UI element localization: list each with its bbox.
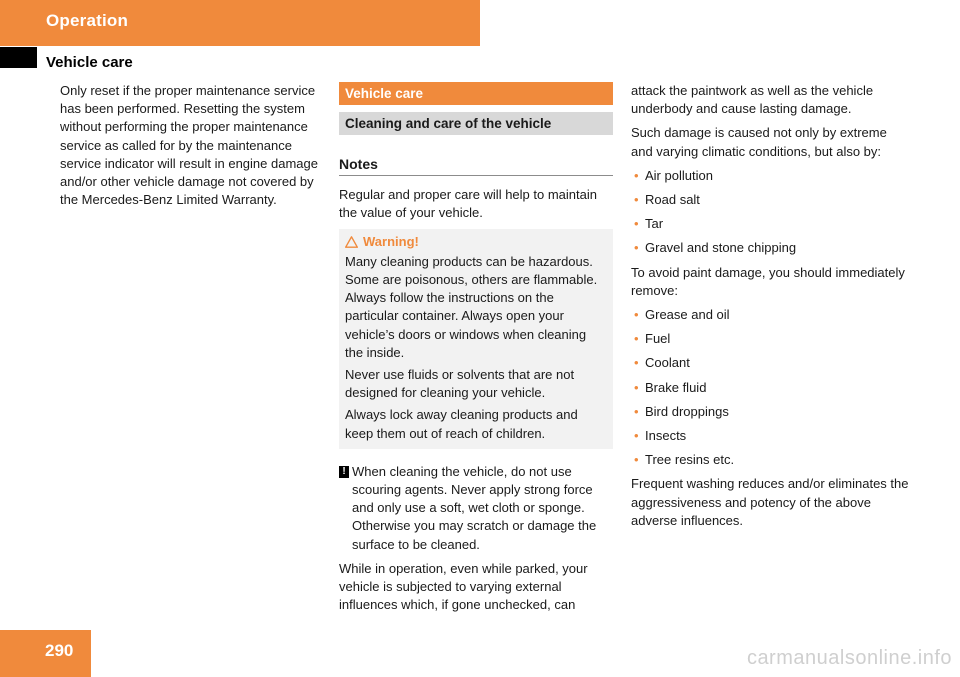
bullet-icon: • [634,403,639,419]
bullet-icon: • [634,240,639,256]
warning-paragraph: Many cleaning products can be hazardous. Some are poisonous, others are flammable. Always follow the instructions on the particular container. Always open your vehicle’s doors or windows when cleaning the inside. [345,253,598,360]
column-middle [339,82,613,620]
list-item: • Coolant [631,354,911,372]
section-bar: Vehicle care [339,82,613,105]
intro-paragraph: Regular and proper care will help to maintain the value of your vehicle. [339,187,597,221]
warning-title [345,233,607,251]
paragraph: attack the paintwork as well as the vehicle underbody and cause lasting damage. [631,83,874,117]
column-left [60,82,325,215]
warning-paragraph: Never use fluids or solvents that are not designed for cleaning your vehicle. [345,367,575,401]
warning-paragraph: Always lock away cleaning products and keep them out of reach of children. [345,407,578,441]
notes-heading: Notes [339,155,613,176]
list-item: • Fuel [631,330,911,348]
section-title: Operation [46,11,129,30]
list-item: • Tree resins etc. [631,451,911,469]
bullet-list [631,167,911,258]
closing-paragraph: While in operation, even while parked, your vehicle is subjected to varying external influences which, if gone unchecked, can [339,560,588,613]
paragraph: To avoid paint damage, you should immediately remove: [631,264,905,298]
paragraph: Such damage is caused not only by extreme and varying climatic conditions, but also by: [631,125,887,159]
list-item: • Bird droppings [631,403,911,421]
list-item: • Gravel and stone chipping [631,239,911,257]
bullet-icon: • [634,452,639,468]
notice-text: When cleaning the vehicle, do not use scouring agents. Never apply strong force and only use a soft, wet cloth or sponge. Otherwise you may scratch or damage the surface to be cleaned. [352,463,597,552]
bullet-icon: • [634,307,639,323]
warning-triangle-icon [345,236,358,248]
paragraph: Only reset if the proper maintenance service has been performed. Resetting the system without performing the proper maintenance service as called for by the maintenance service indicator will result in engine damage and/or other vehicle damage not covered by the Mercedes-Benz Limited Warranty. [60,83,318,208]
list-item: • Grease and oil [631,306,911,324]
list-item: • Air pollution [631,167,911,185]
subsection-bar: Cleaning and care of the vehicle [339,112,613,135]
bullet-icon: • [634,355,639,371]
list-item: • Road salt [631,191,911,209]
bullet-icon: • [634,192,639,208]
bullet-icon: • [634,428,639,444]
list-item: • Tar [631,215,911,233]
bullet-icon: • [634,379,639,395]
list-item: • Brake fluid [631,379,911,397]
list-item: • Insects [631,427,911,445]
warning-title-text: Warning! [363,233,419,249]
bullet-icon: • [634,331,639,347]
column-right [631,82,911,536]
section-tab-marker [0,47,37,68]
paragraph: Frequent washing reduces and/or eliminates the aggressiveness and potency of the above adverse influences. [631,476,909,528]
watermark: carmanualsonline.info [746,647,952,669]
subsection-title: Vehicle care [46,54,133,71]
page-number: 290 [45,641,74,660]
notice [339,463,613,554]
bullet-list [631,306,911,469]
notice-exclamation-icon: ! [339,466,349,478]
bullet-icon: • [634,167,639,183]
warning-box [339,229,613,449]
bullet-icon: • [634,216,639,232]
